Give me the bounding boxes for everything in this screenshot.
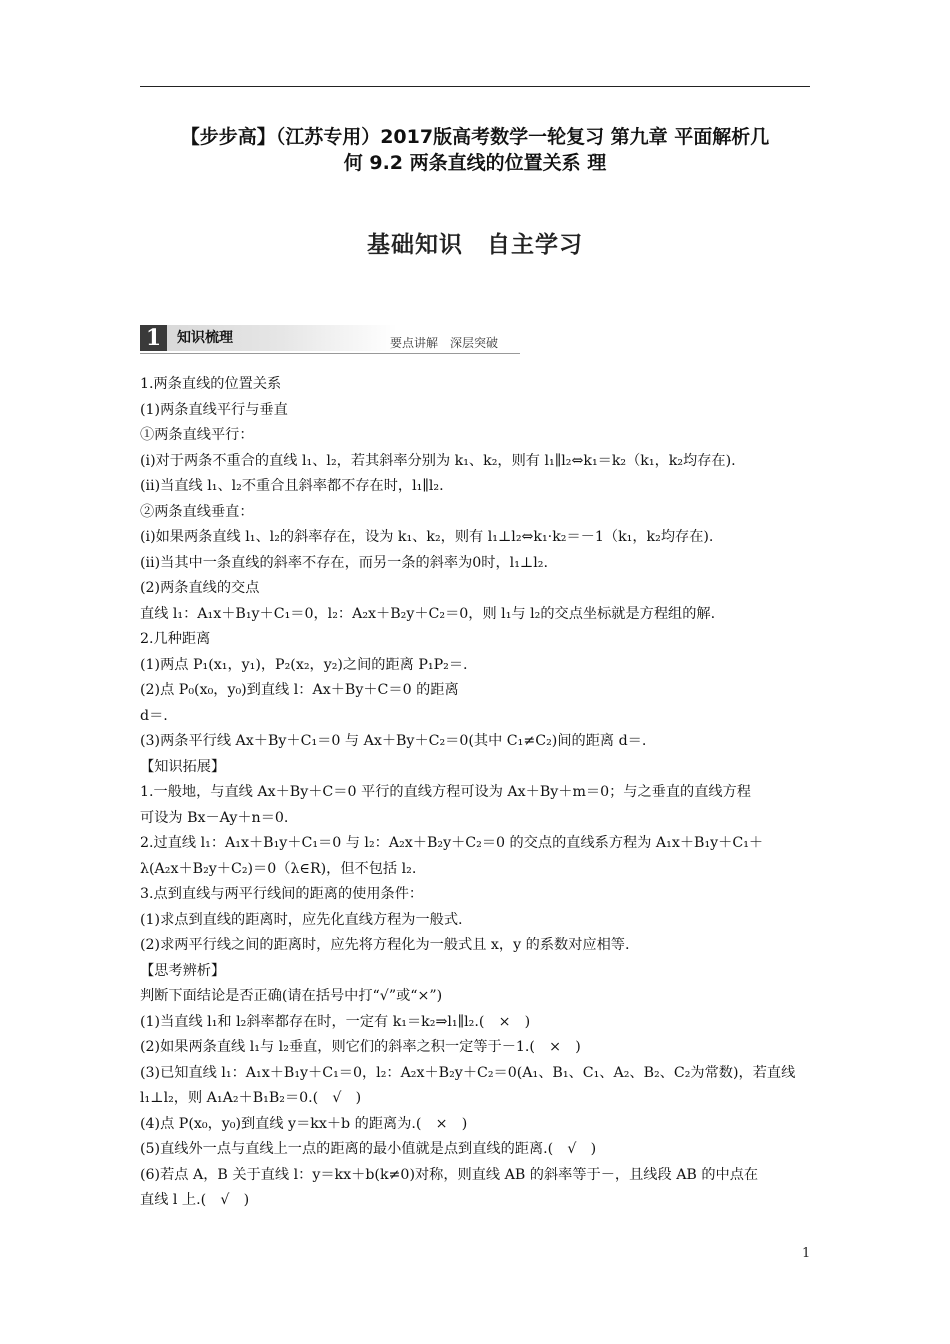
content-line: ②两条直线垂直： (140, 503, 254, 520)
content-line: (3)已知直线 l₁：A₁x＋B₁y＋C₁＝0，l₂：A₂x＋B₂y＋C₂＝0(A₁、B₁、C₁、A₂、B₂、C₂为常数)，若直线 (140, 1064, 796, 1081)
banner-rule (140, 353, 520, 354)
content-line: (3)两条平行线 Ax＋By＋C₁＝0 与 Ax＋By＋C₂＝0(其中 C₁≠C₂)间的距离 d＝. (140, 733, 647, 749)
content-line: 2.几种距离 (140, 631, 211, 647)
document-title-line-1: 【步步高】（江苏专用）2017版高考数学一轮复习 第九章 平面解析几 (180, 126, 770, 148)
banner-subtitle: 要点讲解 深层突破 (390, 336, 499, 350)
banner-label: 知识梳理 (167, 325, 397, 351)
section-heading: 基础知识 自主学习 (367, 232, 583, 258)
content-line: l₁⊥l₂，则 A₁A₂＋B₁B₂＝0.( √ ) (140, 1090, 362, 1106)
content-line: 【思考辨析】 (140, 962, 226, 979)
knowledge-banner (140, 325, 520, 355)
content-line: 可设为 Bx－Ay＋n＝0. (140, 809, 289, 826)
page-number: 1 (802, 1246, 811, 1261)
content-line: (6)若点 A，B 关于直线 l：y＝kx＋b(k≠0)对称，则直线 AB 的斜率等于－，且线段 AB 的中点在 (140, 1166, 759, 1183)
content-line: (1)求点到直线的距离时，应先化直线方程为一般式. (140, 911, 463, 928)
content-line: (2)求两平行线之间的距离时，应先将方程化为一般式且 x，y 的系数对应相等. (140, 937, 630, 953)
content-line: 【知识拓展】 (140, 758, 226, 775)
content-line: (4)点 P(x₀，y₀)到直线 y＝kx＋b 的距离为.( × ) (140, 1115, 468, 1132)
content-line: 直线 l₁：A₁x＋B₁y＋C₁＝0，l₂：A₂x＋B₂y＋C₂＝0，则 l₁与 l₂的交点坐标就是方程组的解. (140, 605, 716, 622)
document-title-line-2: 何 9.2 两条直线的位置关系 理 (343, 152, 607, 174)
content-line: 3.点到直线与两平行线间的距离的使用条件： (140, 886, 424, 902)
content-line: 1.两条直线的位置关系 (140, 376, 282, 392)
content-line: (ⅰ)对于两条不重合的直线 l₁、l₂，若其斜率分别为 k₁、k₂，则有 l₁∥l₂⇔k₁＝k₂（k₁，k₂均存在). (140, 452, 736, 469)
content-line: (ⅱ)当直线 l₁、l₂不重合且斜率都不存在时，l₁∥l₂. (140, 478, 444, 494)
content-body (140, 372, 812, 1214)
content-line: (1)两点 P₁(x₁，y₁)，P₂(x₂，y₂)之间的距离 P₁P₂＝. (140, 656, 468, 673)
content-line: ①两条直线平行： (140, 427, 254, 443)
content-line: 直线 l 上.( √ ) (140, 1192, 250, 1208)
content-line: 判断下面结论是否正确(请在括号中打“√”或“×”) (140, 988, 443, 1004)
content-line: (2)两条直线的交点 (140, 580, 260, 596)
content-line: (ⅱ)当其中一条直线的斜率不存在，而另一条的斜率为0时，l₁⊥l₂. (140, 554, 548, 571)
header-rule (140, 86, 810, 87)
content-line: λ(A₂x＋B₂y＋C₂)＝0（λ∈R)，但不包括 l₂. (140, 860, 417, 877)
document-title (140, 124, 810, 176)
banner-number: 1 (140, 325, 167, 351)
content-line: 1.一般地，与直线 Ax＋By＋C＝0 平行的直线方程可设为 Ax＋By＋m＝0；与之垂直的直线方程 (140, 784, 751, 800)
content-line: 2.过直线 l₁：A₁x＋B₁y＋C₁＝0 与 l₂：A₂x＋B₂y＋C₂＝0 的交点的直线系方程为 A₁x＋B₁y＋C₁＋ (140, 835, 764, 851)
content-line: (ⅰ)如果两条直线 l₁、l₂的斜率存在，设为 k₁、k₂，则有 l₁⊥l₂⇔k₁·k₂＝－1（k₁，k₂均存在). (140, 529, 714, 545)
content-line: (2)点 P₀(x₀，y₀)到直线 l：Ax＋By＋C＝0 的距离 (140, 682, 459, 698)
content-line: d＝. (140, 707, 168, 724)
content-line: (2)如果两条直线 l₁与 l₂垂直，则它们的斜率之积一定等于－1.( × ) (140, 1039, 581, 1055)
content-line: (1)当直线 l₁和 l₂斜率都存在时，一定有 k₁＝k₂⇒l₁∥l₂.( × ) (140, 1013, 531, 1030)
content-line: (1)两条直线平行与垂直 (140, 401, 288, 418)
content-line: (5)直线外一点与直线上一点的距离的最小值就是点到直线的距离.( √ ) (140, 1141, 597, 1157)
